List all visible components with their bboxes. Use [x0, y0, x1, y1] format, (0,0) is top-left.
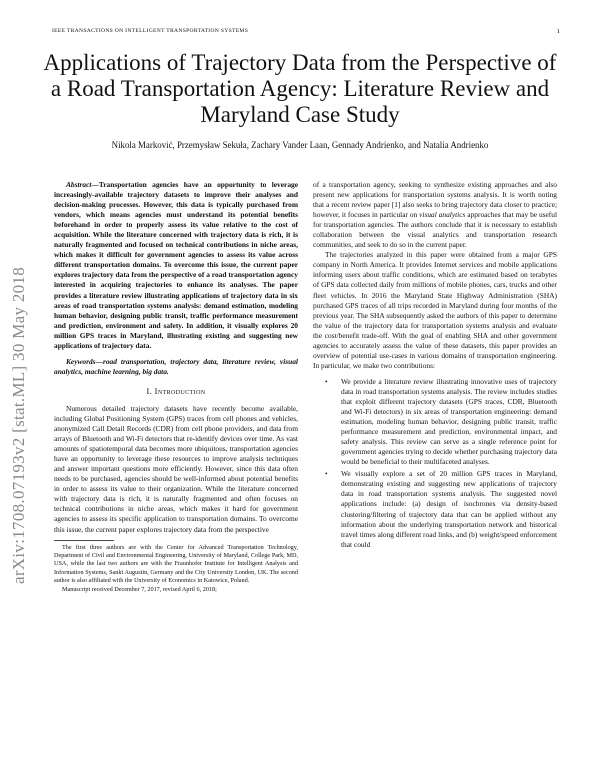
- footnote-divider: [54, 540, 114, 541]
- para1-emphasis: visual analytics: [419, 210, 466, 220]
- abstract-label: Abstract: [66, 180, 92, 189]
- paper-title: Applications of Trajectory Data from the Perspective of a Road Transportation Agency: Literature Review and Maryland Case Study: [43, 50, 557, 127]
- abstract-dash: —: [91, 180, 99, 189]
- left-column: [54, 180, 298, 594]
- contributions-list: [313, 377, 557, 550]
- right-paragraph-2: The trajectories analyzed in this paper were obtained from a major GPS company in North America. It provides Internet services and mobile applications informing users about traffic conditions, which are estimated based on terabytes of GPS data collected daily from millions of mobile phones, cars, trucks and other fleet vehicles. In 2016 the Maryland State Highway Administration (SHA) purchased GPS traces of all trips recorded in Maryland during four months of the previous year. The SHA subsequently asked the authors of this paper to determine the value of the trajectory data for transportation systems analysis and evaluate the cost/benefit trade-off. With the goal of enabling SHA and other government agencies to accurately assess the value of these datasets, this paper provides an overview of potential use-cases in various domains of transportation engineering. In particular, we make two contributions:: [313, 250, 557, 370]
- bullet-icon: •: [325, 469, 328, 479]
- contribution-text: We visually explore a set of 20 million GPS traces in Maryland, demonstrating existing and suggesting new applications of trajectory data in road transportation systems analysis. The suggested novel applications include: (a) design of isochrones via density-based clustering/filtering of trajectory data that can be applied without any information about the underlying transportation network and historical travel times along different road links, and (b) weight/speed enforcement that could: [341, 469, 557, 549]
- keywords-text: road transportation, trajectory data, literature review, visual analytics, machine learning, big data.: [54, 356, 298, 376]
- section-title: Introduction: [154, 386, 206, 396]
- right-paragraph-1: [313, 180, 557, 250]
- intro-paragraph: Numerous detailed trajectory datasets have recently become available, including Global Positioning System (GPS) traces from cell phones and vehicles, anonymized Call Detail Records (CDR) from cell phone providers, and data from arrays of Bluetooth and Wi-Fi detectors that re-identify devices over time. As vast amounts of spatiotemporal data becomes more ubiquitous, transportation agencies have an opportunity to leverage these resources to improve analysis techniques and answer important questions more efficiently. However, since this data often needs to be purchased, agencies should be well-informed about potential benefits in order to assess its value to their organization. While the literature concerned with trajectory data is rich, it is naturally fragmented and often focuses on technical contributions in niche areas, which makes it hard for government agencies to assess its specific application to transportation domains. To overcome this issue, the current paper explores trajectory data from the perspective: [54, 403, 298, 534]
- section-number: I.: [146, 386, 153, 396]
- para1-text-b: approaches that may be useful for transportation agencies. The authors conclude that it is necessary to establish collaboration between the visual analytics and transportation research communities, and seek to do so in the current paper.: [313, 210, 558, 250]
- list-item: [313, 377, 557, 467]
- para1-text-a: of a transportation agency, seeking to synthesize existing approaches and also present new applications for transportation systems analysis. It is worth noting that a recent review paper [1] also seeks to bring trajectory data closer to practice; however, it focuses in particular on: [313, 180, 557, 220]
- footnote-manuscript: Manuscript received December 7, 2017, revised April 6, 2018;: [62, 585, 217, 593]
- keywords: [54, 357, 298, 377]
- section-heading-introduction: [54, 387, 298, 397]
- list-item: [313, 469, 557, 549]
- abstract-text: Transportation agencies have an opportunity to leverage increasingly-available trajectory datasets to improve their analyses and decision-making processes. However, this data is typically purchased from vendors, which means agencies must understand its potential benefits beforehand in order to properly assess its value relative to the cost of acquisition. While the literature concerned with trajectory data is rich, it is naturally fragmented and focused on technical contributions in niche areas, which makes it difficult for government agencies to assess its value across different transportation domains. To overcome this issue, the current paper explores trajectory data from the perspective of a road transportation agency interested in acquiring trajectories to enhance its analyses. The paper provides a literature review illustrating applications of trajectory data in six areas of road transportation systems analysis: demand estimation, modeling human behavior, designing public transit, traffic performance measurement and prediction, environment and safety. In addition, it visually explores 20 million GPS traces in Maryland, illustrating existing and suggesting new applications of trajectory data.: [54, 180, 298, 350]
- keywords-label: Keywords: [66, 356, 96, 366]
- right-column: [313, 180, 557, 552]
- footnote-affiliation: The first three authors are with the Center for Advanced Transportation Technology, Department of Civil and Environmental Engineering, University of Maryland, College Park, MD, USA, while the last two authors are with the Fraunhofer Institute for Intelligent Analysis and Information Systems, Sankt Augustin, Germany and the City University London, UK. The second author is also affiliated with the University of Economics in Katowice, Poland.: [54, 543, 298, 585]
- keywords-dash: —: [95, 356, 103, 366]
- page-number: 1: [556, 28, 560, 35]
- arxiv-identifier: arXiv:1708.07193v2 [stat.ML] 30 May 2018: [9, 266, 28, 584]
- running-head: IEEE TRANSACTIONS ON INTELLIGENT TRANSPORTATION SYSTEMS: [52, 28, 249, 34]
- contribution-text: We provide a literature review illustrating innovative uses of trajectory data in road transportation systems analysis. The review includes studies that exploit different trajectory datasets (GPS traces, CDR, Bluetooth and Wi-Fi detectors) in six areas of transportation engineering: demand estimation, modeling human behavior, designing public transit, traffic performance measurement and prediction, environmental impact, and safety analysis. This review can serve as a single reference point for government agencies trying to decide whether purchasing trajectory data would be beneficial to their multifaceted analyses.: [341, 376, 557, 467]
- bullet-icon: •: [325, 376, 328, 386]
- abstract: [54, 180, 298, 351]
- author-list: Nikola Marković, Przemysław Sekuła, Zachary Vander Laan, Gennady Andrienko, and Natalia Andrienko: [111, 140, 489, 150]
